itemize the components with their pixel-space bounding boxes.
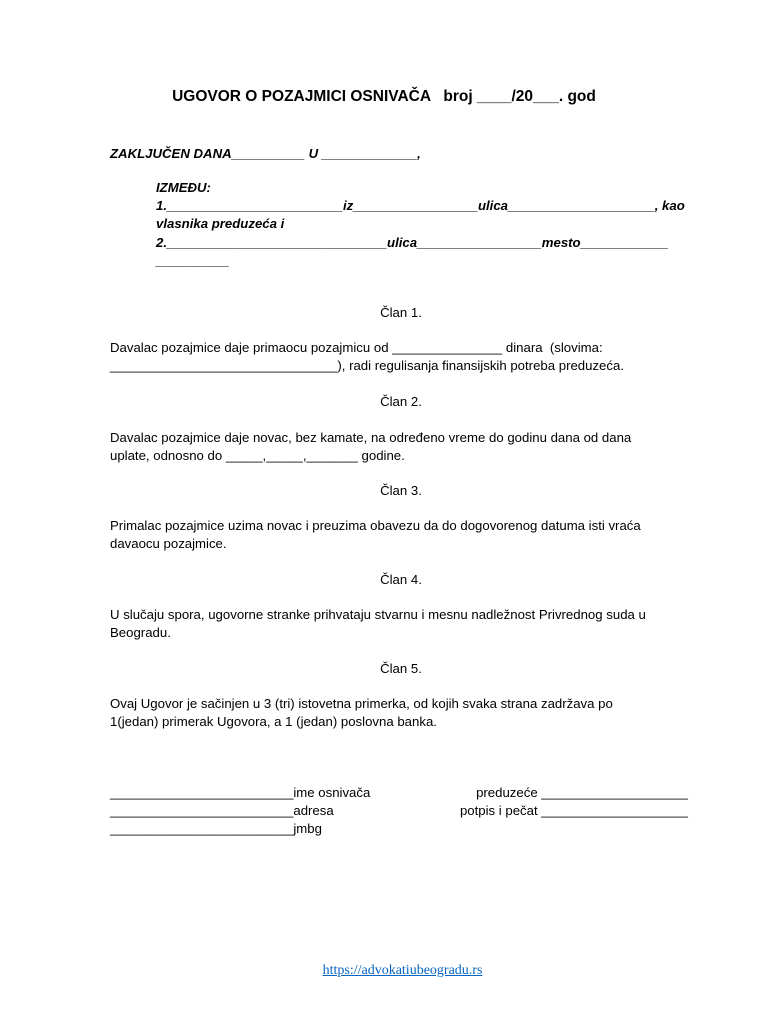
concluded-date-place: ZAKLJUČEN DANA__________ U _____________, [110,146,421,161]
article-4-text-line: Beogradu. [110,625,171,640]
article-1-text-line: _______________________________), radi regulisanja finansijskih potreba preduzeća. [110,358,624,373]
article-2-text-line: uplate, odnosno do _____,_____,_______ godine. [110,448,405,463]
article-2-text-line: Davalac pozajmice daje novac, bez kamate, na određeno vreme do godinu dana od dana [110,430,632,445]
article-5-heading: Član 5. [380,661,422,676]
party-1-line-1: 1.________________________iz_________________ulica____________________, kao [156,198,685,213]
party-2-line-1: 2.______________________________ulica_________________mesto____________ [156,235,669,250]
signature-founder-name: _________________________ime osnivača [110,785,371,800]
article-1-text-line: Davalac pozajmice daje primaocu pozajmicu od _______________ dinara (slovima: [110,340,603,355]
signature-address: _________________________adresa [110,803,334,818]
article-5-text-line: 1(jedan) primerak Ugovora, a 1 (jedan) poslovna banka. [110,714,437,729]
article-3-text-line: davaocu pozajmice. [110,536,227,551]
document-title: UGOVOR O POZAJMICI OSNIVAČA broj ____/20___. god [172,88,596,105]
party-1-line-2: vlasnika preduzeća i [156,216,285,231]
article-4-text-line: U slučaju spora, ugovorne stranke prihvataju stvarnu i mesnu nadležnost Privrednog suda u [110,607,646,622]
article-1-heading: Član 1. [380,305,422,320]
footer-website-link[interactable]: https://advokatiubeogradu.rs [322,963,483,978]
signature-jmbg: _________________________jmbg [110,821,322,836]
article-2-heading: Član 2. [380,394,422,409]
party-2-line-2: __________ [156,253,230,268]
article-3-text-line: Primalac pozajmice uzima novac i preuzima obavezu da do dogovorenog datuma isti vraća [110,518,641,533]
article-3-heading: Član 3. [380,483,422,498]
article-5-text-line: Ovaj Ugovor je sačinjen u 3 (tri) istovetna primerka, od kojih svaka strana zadržava po [110,696,613,711]
article-4-heading: Član 4. [380,572,422,587]
between-label: IZMEĐU: [156,180,211,195]
signature-company: preduzeće ____________________ [476,785,688,800]
signature-stamp: potpis i pečat ____________________ [459,803,688,818]
